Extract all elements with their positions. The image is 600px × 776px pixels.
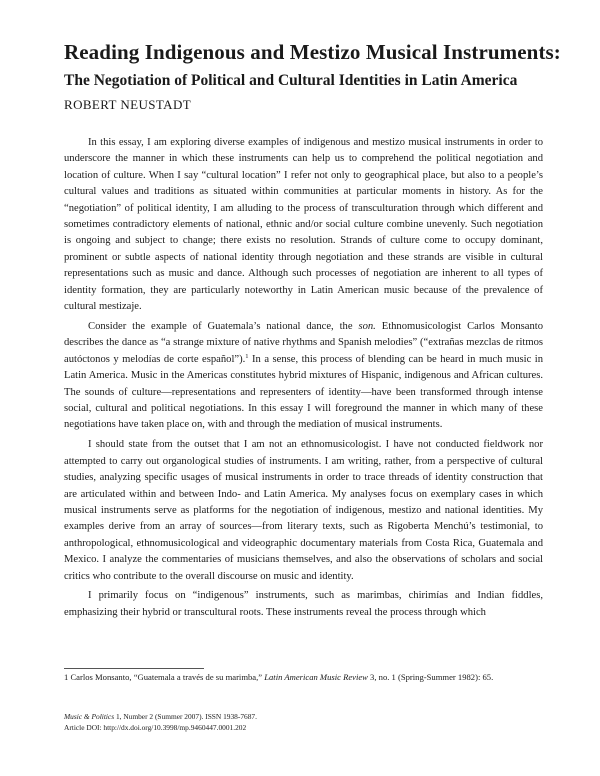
son-term: son.: [358, 320, 376, 332]
publication-line-1: [64, 712, 543, 723]
paragraph-1: In this essay, I am exploring diverse examples of indigenous and mestizo musical instruments in order to underscore the manner in which these instruments can help us to comprehend the political negotiation and location of culture. When I say “cultural location” I refer not only to geographical place, but also to a people’s cultural values and traditions as situated within communities at particular moments in history. As for the “negotiation” of political identity, I am alluding to the process of transculturation through which different and sometimes contradictory elements of national, ethnic and/or social culture combine unevenly. Such negotiation is ongoing and subject to change; there exists no resolution. Strands of culture come to occupy dominant, prominent or subtle aspects of national identity through negotiation and these strands are visible in cultural representations such as music and dance. Although such processes of negotiation are inherent to all types of identity formation, they are particularly noteworthy in Latin American music because of the prevalence of cultural mestizaje.: [64, 137, 543, 313]
footnote-1: [64, 671, 543, 683]
paragraph-3: I should state from the outset that I am not an ethnomusicologist. I have not conducted fieldwork nor attempted to carry out organological studies of instruments. I am writing, rather, from a perspective of cultural studies, analyzing specific usages of musical instruments in order to trace threads of identity construction that are articulated within and between Indo- and Latin America. My analyses focus on exemplary cases in which musical instruments serve as platforms for the negotiation of indigenous, mestizo and national identities. My examples derive from an array of sources—from literary texts, such as Rigoberta Menchú’s testimonial, to anthropological, ethnomusicological and videographic documentary materials from Costa Rica, Guatemala and Mexico. I analyze the commentaries of musicians themselves, and also the observations of scholars and social critics who contribute to the overall discourse on music and identity.: [64, 439, 543, 582]
footnote-text-a: 1 Carlos Monsanto, “Guatemala a través de su marimba,”: [64, 672, 265, 682]
issue-info: 1, Number 2 (Summer 2007). ISSN 1938-7687.: [114, 712, 257, 721]
footnote-journal: Latin American Music Review: [264, 672, 368, 682]
journal-name: Music & Politics: [64, 712, 115, 721]
footnote-ref-1[interactable]: 1: [245, 352, 249, 360]
publication-info: [64, 712, 543, 733]
article-subtitle: The Negotiation of Political and Cultural Identities in Latin America: [64, 72, 518, 89]
article-body: [64, 135, 543, 625]
paragraph-2-text-a: Consider the example of Guatemala’s national dance, the: [88, 320, 359, 332]
paragraph-4: I primarily focus on “indigenous” instruments, such as marimbas, chirimías and Indian fiddles, emphasizing their hybrid or transcultural roots. These instruments reveal the process through which: [64, 590, 543, 618]
paragraph-2-text-b: Ethnomusicologist Carlos Monsanto describes the dance as “a strange mixture of native rhythms and Spanish melodies” (“extrañas mezclas de ritmos autóctonos y melodías de corte español”).: [64, 320, 544, 365]
paragraph-2-text-c: In a sense, this process of blending can be heard in much music in Latin America. Music in the Americas constitutes hybrid mixtures of Hispanic, indigenous and African cultures. The sounds of culture—representations and representers of identity—have been transformed through intense social, cultural and political negotiations. In this essay I will foreground the manner in which many of these negotiations have taken place on, with and through the mediation of musical instruments.: [64, 353, 543, 431]
article-title: Reading Indigenous and Mestizo Musical Instruments:: [64, 40, 561, 64]
article-doi[interactable]: Article DOI: http://dx.doi.org/10.3998/mp.9460447.0001.202: [64, 722, 247, 732]
author-name: ROBERT NEUSTADT: [64, 97, 192, 112]
footnote-text-b: 3, no. 1 (Spring-Summer 1982): 65.: [367, 672, 494, 682]
footnote-divider: [64, 668, 204, 669]
paragraph-2: [64, 319, 543, 434]
